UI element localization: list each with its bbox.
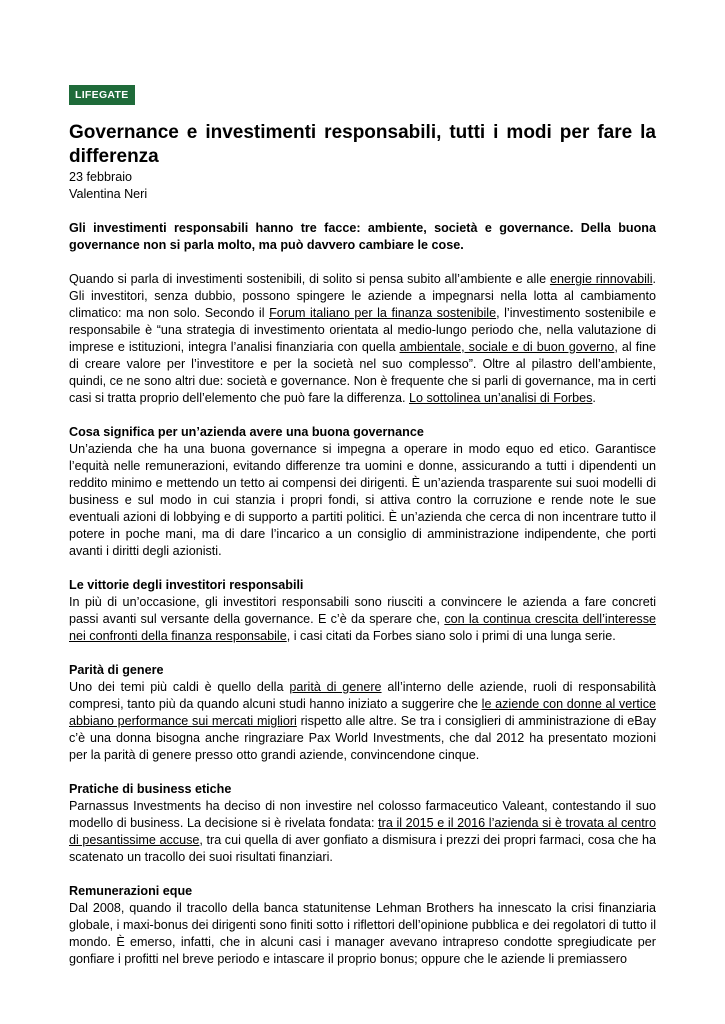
- section-body-governance: Un’azienda che ha una buona governance si impegna a operare in modo equo ed etico. Garantisce l’equità nelle remunerazioni, evitando differenze tra uomini e donne, assicurando a tutti i dipendenti un reddito minimo e mettendo un tetto ai compensi dei dirigenti. È un’azienda trasparente sui suoi modelli di business e sul modo in cui stanzia i propri fondi, si attiva contro la corruzione e rende note le sue eventuali azioni di lobbying e di supporto a partiti politici. È un’azienda che cerca di non incentrare tutto il potere in poche mani, ma di dare l’incarico a un consiglio di amministrazione indipendente, che porti avanti i diritti degli azionisti.: [69, 442, 656, 558]
- parita-text-3: rispetto alle altre. Se tra i consiglieri di amministrazione di eBay c’è una donna bisogna anche ringraziare Pax World Investments, che dal 2012 ha presentato mozioni per la parità di genere presso otto grandi aziende, convincendone cinque.: [69, 714, 656, 762]
- section-heading-remunerazioni: Remunerazioni eque: [69, 884, 193, 898]
- intro-text-3: , l’investimento sostenibile e responsabile è “una strategia di investimento orientata al medio-lungo periodo che, nella valutazione di imprese e istituzioni, integra l’analisi finanziaria con quella: [69, 306, 656, 354]
- vittorie-text-1: In più di un’occasione, gli investitori responsabili sono riusciti a convincere le azienda a fare concreti passi avanti sul versante della governance. E c’è da sperare che,: [69, 595, 656, 626]
- document-page: [69, 85, 656, 968]
- parita-text-1: Uno dei temi più caldi è quello della: [69, 680, 290, 694]
- intro-text-1: Quando si parla di investimenti sostenibili, di solito si pensa subito all’ambiente e alle: [69, 272, 550, 286]
- link-ambientale-sociale[interactable]: ambientale, sociale e di buon governo: [399, 340, 615, 354]
- lifegate-logo: LIFEGATE: [69, 85, 135, 105]
- section-body-pratiche: [69, 798, 656, 866]
- pratiche-text-2: , tra cui quella di aver gonfiato a dismisura i prezzi dei propri farmaci, cosa che ha scatenato un tracollo dei suoi risultati finanziari.: [69, 833, 656, 864]
- section-heading-vittorie: Le vittorie degli investitori responsabili: [69, 578, 304, 592]
- link-accuse-valeant[interactable]: tra il 2015 e il 2016 l’azienda si è trovata al centro di pesantissime accuse: [69, 816, 657, 847]
- section-heading-pratiche: Pratiche di business etiche: [69, 782, 232, 796]
- section-body-vittorie: [69, 594, 656, 645]
- link-energie-rinnovabili[interactable]: energie rinnovabili: [549, 272, 653, 286]
- pratiche-text-1: Parnassus Investments ha deciso di non investire nel colosso farmaceutico Valeant, contestando il suo modello di business. La decisione si è rivelata fondata:: [69, 799, 656, 830]
- link-crescita-interesse[interactable]: con la continua crescita dell’interesse nei confronti della finanza responsabile: [69, 612, 657, 643]
- article-title: Governance e investimenti responsabili, tutti i modi per fare la differenza: [69, 122, 656, 167]
- link-forum-finanza-sostenibile[interactable]: Forum italiano per la finanza sostenibile: [269, 306, 497, 320]
- section-body-remunerazioni: Dal 2008, quando il tracollo della banca statunitense Lehman Brothers ha innescato la crisi finanziaria globale, i maxi-bonus dei dirigenti sono finiti sotto i riflettori dell’opinione pubblica e dei regolatori di tutto il mondo. È emerso, infatti, che in alcuni casi i manager avevano intrapreso condotte spregiudicate per gonfiare i profitti nel breve periodo e intascare il proprio bonus; oppure che le aziende li premiassero: [69, 901, 656, 966]
- article-author: Valentina Neri: [69, 187, 148, 201]
- article-lead: Gli investimenti responsabili hanno tre facce: ambiente, società e governance. Della buona governance non si parla molto, ma può davvero cambiare le cose.: [69, 221, 656, 252]
- link-aziende-donne-vertice[interactable]: le aziende con donne al vertice abbiano performance sui mercati migliori: [69, 697, 656, 728]
- intro-text-4: , al fine di creare valore per l’investitore e per la società nel suo complesso”. Oltre al pilastro dell’ambiente, quindi, ce ne sono altri due: società e governance. Non è frequente che si parli di governance, ma in certi casi si tratta proprio dell’elemento che può fare la differenza.: [69, 340, 657, 405]
- section-heading-parita: Parità di genere: [69, 663, 164, 677]
- intro-text-2: . Gli investitori, senza dubbio, possono spingere le aziende a impegnarsi nella lotta al cambiamento climatico: ma non solo. Secondo il: [69, 272, 657, 320]
- parita-text-2: all’interno delle aziende, ruoli di responsabilità compresi, tanto più da quando alcuni studi hanno iniziato a suggerire che: [69, 680, 656, 711]
- link-forbes-analisi[interactable]: Lo sottolinea un’analisi di Forbes: [409, 391, 593, 405]
- article-date: 23 febbraio: [69, 170, 133, 184]
- section-body-parita: [69, 679, 656, 764]
- intro-paragraph: [69, 271, 656, 407]
- link-parita-di-genere[interactable]: parità di genere: [289, 680, 382, 694]
- section-heading-governance: Cosa significa per un’azienda avere una buona governance: [69, 425, 424, 439]
- vittorie-text-2: , i casi citati da Forbes siano solo i primi di una lunga serie.: [286, 629, 616, 643]
- intro-text-5: .: [592, 391, 596, 405]
